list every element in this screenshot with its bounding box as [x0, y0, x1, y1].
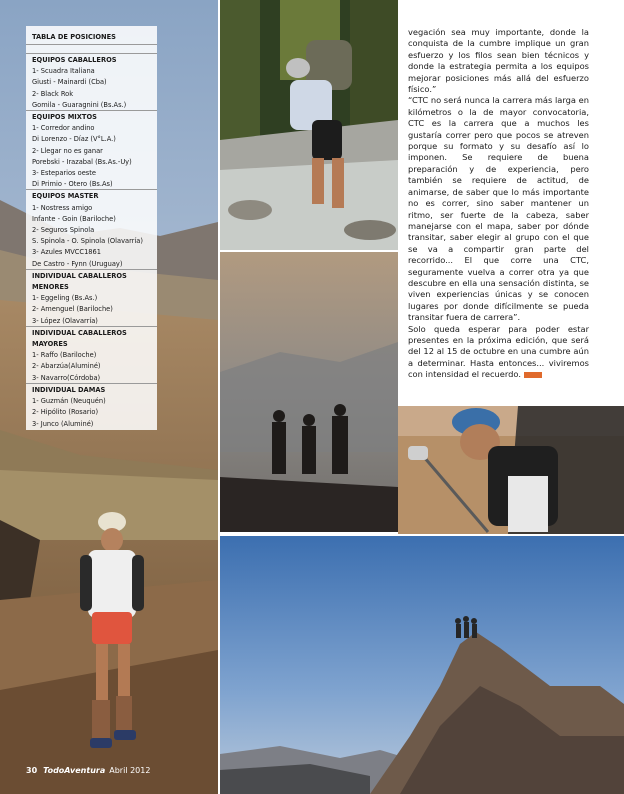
standings-row: 1- Eggeling (Bs.As.) [32, 293, 98, 303]
standings-row: 3- Navarro(Córdoba) [32, 372, 101, 382]
category-block [26, 110, 157, 189]
category-block [26, 269, 157, 326]
standings-row: 3- López (Olavarría) [32, 315, 98, 325]
issue-date: Abril 2012 [109, 766, 151, 775]
standings-row: 2- Amenguel (Bariloche) [32, 304, 113, 314]
standings-title: TABLA DE POSICIONES [26, 29, 157, 45]
standings-row: 2- Seguros Spinola [32, 225, 95, 235]
standings-row: 3- Azules MVCC1861 [32, 247, 101, 257]
end-mark-icon [524, 372, 542, 378]
photo-silhouettes-ridge [220, 252, 398, 532]
photo-river-crossing [220, 0, 398, 250]
standings-row: Giusti - Mainardi (Cba) [32, 77, 107, 87]
standings-row: Di Primio - Otero (Bs.As) [32, 179, 113, 189]
category-name: INDIVIDUAL CABALLEROS MAYORES [32, 327, 127, 349]
standings-row: De Castro - Fynn (Uruguay) [32, 258, 123, 268]
standings-row: 1- Raffo (Bariloche) [32, 350, 97, 360]
standings-row: 3- Junco (Aluminé) [32, 418, 94, 428]
standings-row: 1- Nostress amigo [32, 202, 93, 212]
standings-row: 2- Hipólito (Rosario) [32, 407, 99, 417]
standings-row: 3- Esteparios oeste [32, 168, 96, 178]
photo-summit [220, 536, 624, 794]
category-block [26, 326, 157, 383]
standings-row: 2- Abarzúa(Aluminé) [32, 361, 101, 371]
standings-row: 1- Corredor andino [32, 123, 95, 133]
article-paragraph-text: Solo queda esperar para poder estar presentes en la próxima edición, que será del 12 al 15 de octubre en una cumbre aún a determinar. Hasta entonces... viviremos con intensidad el recuerdo. [408, 323, 589, 380]
category-name: EQUIPOS MASTER [32, 191, 99, 201]
standings-row: 1- Scuadra Italiana [32, 66, 95, 76]
category-name: INDIVIDUAL CABALLEROS MENORES [32, 270, 127, 292]
category-block [26, 383, 157, 429]
photo-runner-poles [398, 406, 624, 534]
standings-row: Di Lorenzo - Díaz (V°L.A.) [32, 134, 116, 144]
standings-row: 2- Llegar no es ganar [32, 145, 103, 155]
standings-row: S. Spinola - O. Spinola (Olavarría) [32, 236, 143, 246]
category-name: EQUIPOS CABALLEROS [32, 55, 117, 64]
article-paragraph-final [408, 324, 589, 381]
category-block [26, 189, 157, 268]
category-name: INDIVIDUAL DAMAS [32, 384, 106, 394]
category-block [26, 53, 157, 110]
page-footer [26, 766, 150, 775]
category-name: EQUIPOS MIXTOS [32, 112, 97, 122]
page-number: 30 [26, 766, 38, 775]
article-paragraph: “CTC no será nunca la carrera más larga en kilómetros o la de mayor convocatoria, CTC es la carrera que a muchos les gustaría correr pero que pocos se atreven porque su formato y su desafío así lo imponen. Se requiere de buena preparación y de experiencia, pero también se requiere de actitud, de animarse, de saber que lo más importante no es correr, sino saber mantener un ritmo, ser fuerte de la cabeza, saber manejarse con el mapa, saber por dónde transitar, saber elegir al grupo con el que se va a compartir gran parte del recorrido... El que corre una CTC, seguramente vuelva a correr otra ya que descubre en ella una sensación distinta, se viven experiencias únicas y se conocen lugares por donde difícilmente se pueda transitar fuera de carrera”. [408, 95, 589, 323]
standings-row: Gomila - Guaragnini (Bs.As.) [32, 99, 127, 109]
standings-row: 1- Guzmán (Neuquén) [32, 396, 106, 406]
article-paragraph: vegación sea muy importante, donde la conquista de la cumbre implique un gran esfuerzo y los filos sean bien técnicos y donde la estrategia permita a los equipos mejorar posiciones más allá del esfuerzo físico.” [408, 27, 589, 95]
article-text [408, 27, 589, 381]
magazine-name: TodoAventura [43, 766, 106, 775]
standings-row: 2- Black Rok [32, 88, 74, 98]
standings-table [26, 26, 157, 430]
standings-row: Infante - Goin (Bariloche) [32, 213, 116, 223]
standings-row: Porebski - Irazabal (Bs.As.-Uy) [32, 156, 132, 166]
